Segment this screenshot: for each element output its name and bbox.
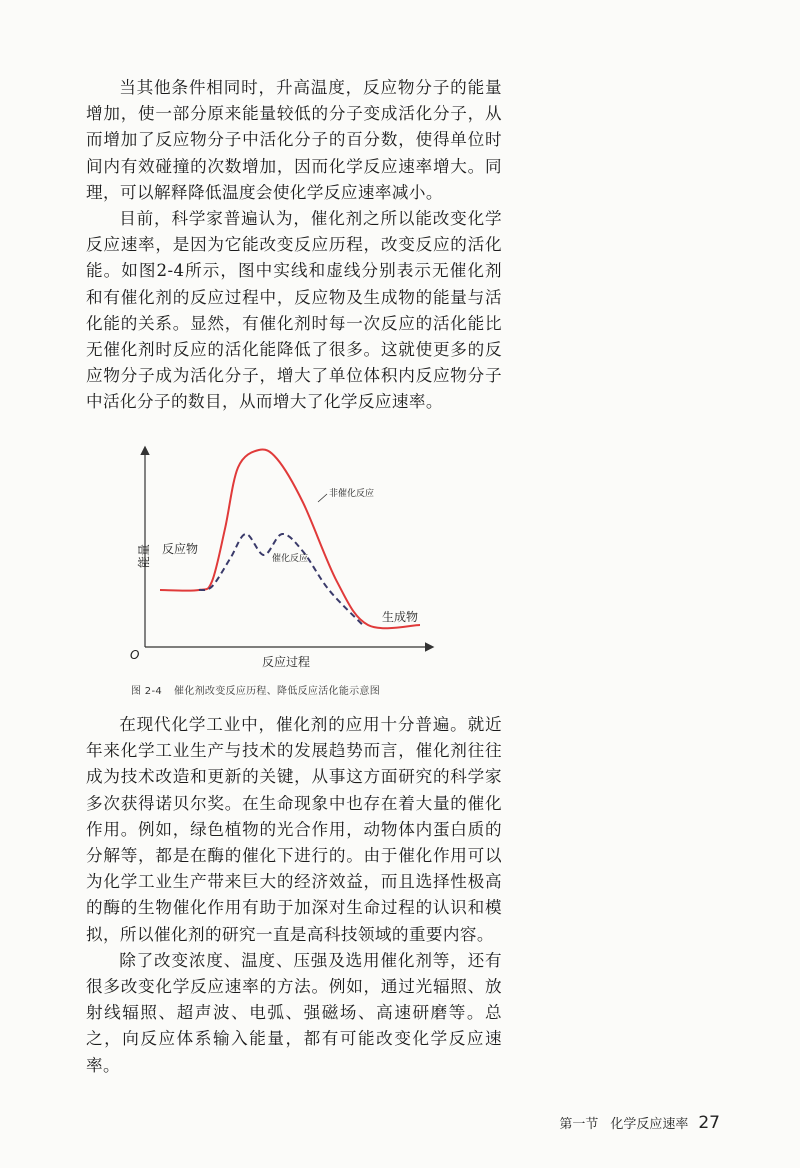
page-number: 27 [698, 1113, 720, 1133]
paragraph: 目前，科学家普遍认为，催化剂之所以能改变化学反应速率，是因为它能改变反应历程，改变反应的活化能。如图2-4所示，图中实线和虚线分别表示无催化剂和有催化剂的反应过程中，反应物及生成物的能量与活化能的关系。显然，有催化剂时每一次反应的活化能比无催化剂时反应的活化能降低了很多。这就使更多的反应物分子成为活化分子，增大了单位体积内反应物分子中活化分子的数目，从而增大了化学反应速率。 [86, 209, 502, 412]
uncatalyzed-curve [160, 449, 420, 628]
energy-diagram [120, 440, 450, 680]
uncatalyzed-label: 非催化反应 [329, 489, 375, 499]
catalyzed-label: 催化反应 [272, 554, 309, 564]
figure-caption-text: 催化剂改变反应历程、降低反应活化能示意图 [174, 686, 381, 697]
body-text-top [86, 75, 502, 416]
product-label: 生成物 [382, 610, 419, 624]
catalyzed-curve [199, 534, 363, 625]
paragraph: 除了改变浓度、温度、压强及选用催化剂等，还有很多改变化学反应速率的方法。例如，通过光辐照、放射线辐照、超声波、电弧、强磁场、高速研磨等。总之，向反应体系输入能量，都有可能改变化学反应速率。 [86, 950, 502, 1075]
page-footer [559, 1113, 720, 1133]
reactant-label: 反应物 [162, 542, 199, 556]
paragraph: 在现代化学工业中，催化剂的应用十分普遍。就近年来化学工业生产与技术的发展趋势而言，催化剂往往成为技术改造和更新的关键，从事这方面研究的科学家多次获得诺贝尔奖。在生命现象中也存在着大量的催化作用。例如，绿色植物的光合作用，动物体内蛋白质的分解等，都是在酶的催化下进行的。由于催化作用可以为化学工业生产带来巨大的经济效益，而且选择性极高的酶的生物催化作用有助于加深对生命过程的认识和模拟，所以催化剂的研究一直是高科技领域的重要内容。 [86, 715, 502, 944]
x-axis-label: 反应过程 [262, 655, 311, 669]
figure-number: 图 2-4 [131, 686, 163, 697]
footer-chapter-title: 化学反应速率 [610, 1117, 689, 1132]
body-text-bottom [86, 712, 502, 1079]
paragraph: 当其他条件相同时，升高温度，反应物分子的能量增加，使一部分原来能量较低的分子变成活化分子，从而增加了反应物分子中活化分子的百分数，使得单位时间内有效碰撞的次数增加，因而化学反应速率增大。同理，可以解释降低温度会使化学反应速率减小。 [86, 78, 502, 202]
origin-label: O [130, 648, 140, 662]
footer-section: 第一节 [559, 1117, 599, 1132]
figure-caption [131, 682, 380, 697]
figure-2-4 [120, 440, 450, 705]
uncatalyzed-leader [318, 494, 327, 502]
y-axis-label: 能量 [137, 543, 151, 568]
